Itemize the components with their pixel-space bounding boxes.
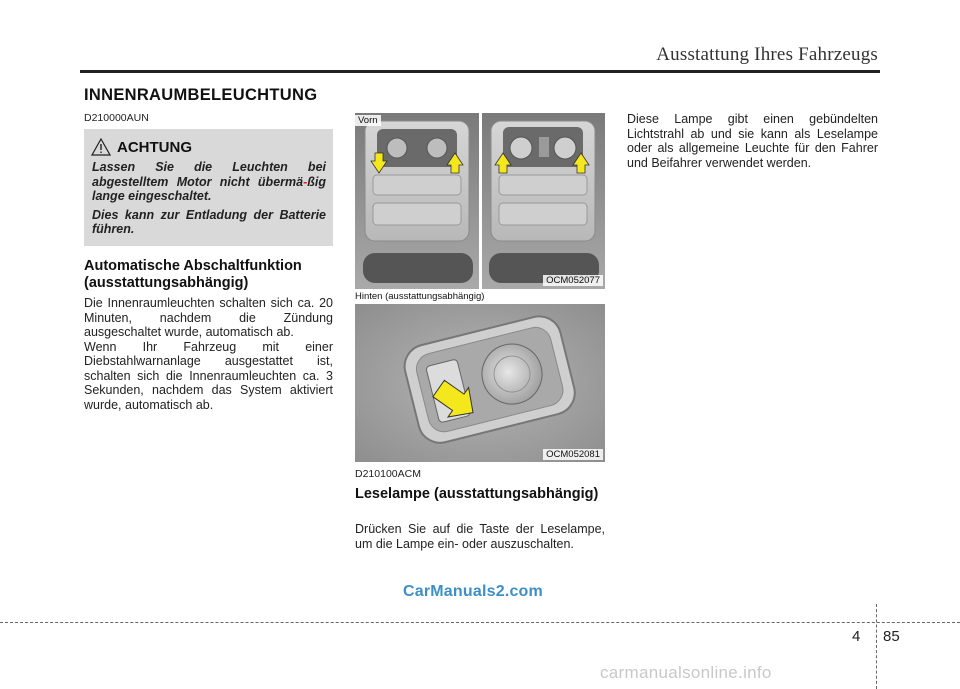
warning-title: ACHTUNG xyxy=(117,138,192,156)
warning-header xyxy=(91,138,192,156)
page-chapter: 4 xyxy=(852,628,861,645)
auto-off-title: Automatische Abschaltfunktion (ausstattungsabhängig) xyxy=(84,258,302,291)
reading-lamp-code: D210100ACM xyxy=(355,468,421,480)
front-lamp-illustration xyxy=(355,113,605,289)
warning-line1a: Lassen Sie die Leuchten bei abgestelltem Motor nicht übermä xyxy=(92,160,326,189)
header-rule xyxy=(80,70,880,73)
warning-text xyxy=(92,160,326,241)
front-figure-code: OCM052077 xyxy=(543,275,603,286)
warning-hyphen: - xyxy=(303,174,308,189)
rear-label: Hinten (ausstattungsabhängig) xyxy=(355,291,485,302)
warning-triangle-icon xyxy=(91,138,111,156)
rear-figure-code: OCM052081 xyxy=(543,449,603,460)
footer-divider xyxy=(876,604,877,689)
rear-lamp-illustration xyxy=(355,304,605,462)
site-footer: carmanualsonline.info xyxy=(600,663,772,682)
front-label: Vorn xyxy=(355,115,381,126)
warning-box xyxy=(84,129,333,246)
auto-off-para1: Die Innenraumleuchten schalten sich ca. 20 Minuten, nachdem die Zündung ausgeschaltet wurde, automatisch ab. xyxy=(84,296,333,339)
footer-rule xyxy=(0,622,960,623)
section-code: D210000AUN xyxy=(84,112,149,124)
page-number: 85 xyxy=(883,628,900,645)
warning-line1b: ßig lange eingeschaltet. xyxy=(92,174,326,203)
front-lamp-figure xyxy=(355,113,605,289)
reading-lamp-title: Leselampe (ausstattungsabhängig) xyxy=(355,486,599,502)
auto-off-para2: Wenn Ihr Fahrzeug mit einer Diebstahlwarnanlage ausgestattet ist, schalten sich die Innenraumleuchten ca. 3 Sekunden, nachdem das System aktiviert wurde, automatisch ab. xyxy=(84,339,333,412)
section-title: INNENRAUMBELEUCHTUNG xyxy=(84,86,318,104)
auto-off-body xyxy=(84,296,333,412)
rear-lamp-figure xyxy=(355,304,605,462)
chapter-header-title: Ausstattung Ihres Fahrzeugs xyxy=(656,44,878,65)
right-column-text: Diese Lampe gibt einen gebündelten Lichtstrahl ab und sie kann als Leselampe oder als allgemeine Leuchte für den Fahrer und Beifahrer verwendet werden. xyxy=(627,112,878,170)
warning-line2: Dies kann zur Entladung der Batterie führen. xyxy=(92,207,326,236)
watermark-link[interactable]: CarManuals2.com xyxy=(403,583,543,600)
reading-lamp-text: Drücken Sie auf die Taste der Leselampe, um die Lampe ein- oder auszuschalten. xyxy=(355,522,605,551)
